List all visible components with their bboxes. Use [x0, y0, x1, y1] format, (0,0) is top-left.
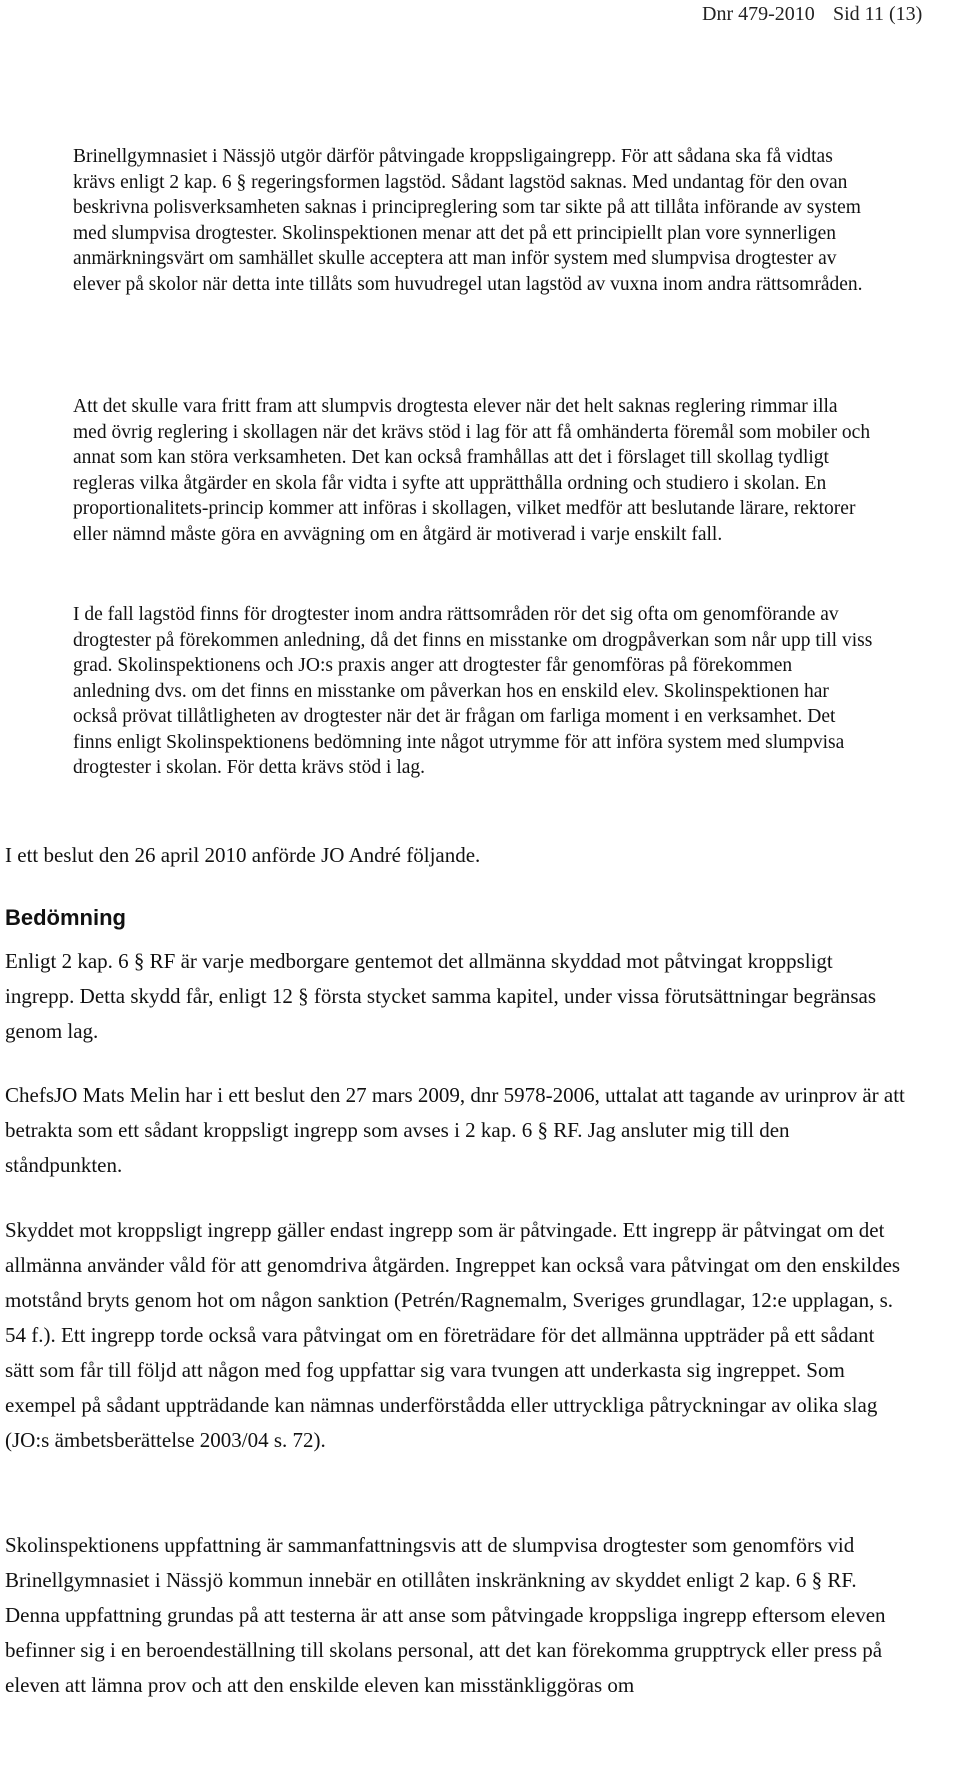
body-paragraph-text: Skolinspektionens uppfattning är sammanfattningsvis att de slumpvisa drogtester som genomförs vid Brinellgymnasiet i Nässjö kommun innebär en otillåten inskränkning av skyddet enligt 2 kap. 6 § RF. Denna uppfattning grundas på att testerna är att anse som påtvingade kroppsliga ingrepp eftersom eleven befinner sig i en beroendeställning till skolans personal, att det kan förekomma grupptryck eller press på eleven att lämna prov och att den enskilde eleven kan misstänkliggöras om — [5, 1533, 886, 1697]
body-paragraph-text: ChefsJO Mats Melin har i ett beslut den 27 mars 2009, dnr 5978-2006, uttalat att tagande av urinprov är att betrakta som ett sådant kroppsligt ingrepp som avses i 2 kap. 6 § RF. Jag ansluter mig till den ståndpunkten. — [5, 1083, 905, 1177]
intro-text: I ett beslut den 26 april 2010 anförde JO André följande. — [5, 843, 481, 867]
body-paragraph-2 — [5, 1078, 905, 1183]
body-paragraph-3 — [5, 1213, 905, 1458]
quote-block — [73, 602, 873, 781]
quote-paragraph-1: Brinellgymnasiet i Nässjö utgör därför påtvingade kroppsligaingrepp. För att sådana ska få vidtas krävs enligt 2 kap. 6 § regeringsformen lagstöd. Sådant lagstöd saknas. Med undantag för den ovan beskrivna polisverksamheten saknas i principreglering som tar sikte på att tillåta införande av system med slumpvisa drogtester. Skolinspektionen menar att det på ett principiellt plan vore synnerligen anmärkningsvärt om samhället skulle acceptera att man inför system med slumpvisa drogtester av elever på skolor när detta inte tillåts som huvudregel utan lagstöd av vuxna inom andra rättsområden. — [73, 146, 863, 295]
body-paragraph-1 — [5, 944, 905, 1049]
quote-paragraph-2: Att det skulle vara fritt fram att slumpvis drogtesta elever när det helt saknas reglering rimmar illa med övrig reglering i skollagen när det krävs stöd i lag för att få omhänderta föremål som mobiler och annat som kan störa verksamheten. Det kan också framhållas att det i förslaget till skollag tydligt regleras vilka åtgärder en skola får vidta i syfte att upprätthålla ordning och studiero i skolan. En proportionalitets-princip kommer att införas i skollagen, vilket medför att beslutande lärare, rektorer eller nämnd måste göra en avvägning om en åtgärd är motiverad i varje enskilt fall. — [73, 396, 871, 545]
intro-sentence — [5, 839, 905, 871]
page-number: Sid 11 (13) — [833, 3, 923, 25]
quote-block — [73, 394, 873, 547]
quote-block — [73, 144, 873, 297]
section-heading: Bedömning — [5, 905, 126, 930]
quote-paragraph-3: I de fall lagstöd finns för drogtester inom andra rättsområden rör det sig ofta om genomförande av drogtester på förekommen anledning, då det finns en misstanke om drogpåverkan som når upp till viss grad. Skolinspektionens och JO:s praxis anger att drogtester får genomföras på förekommen anledning dvs. om det finns en misstanke om påverkan hos en enskild elev. Skolinspektionen har också prövat tillåtligheten av drogtester när det är frågan om farliga moment i en verksamhet. Det finns enligt Skolinspektionens bedömning inte något utrymme för att införa system med slumpvisa drogtester i skolan. För detta krävs stöd i lag. — [73, 604, 873, 778]
document-reference-number: Dnr 479-2010 — [702, 3, 815, 25]
body-paragraph-4 — [5, 1528, 905, 1703]
body-paragraph-text: Skyddet mot kroppsligt ingrepp gäller endast ingrepp som är påtvingade. Ett ingrepp är påtvingat om det allmänna använder våld för att genomdriva åtgärden. Ingreppet kan också vara påtvingat om den enskildes motstånd bryts genom hot om någon sanktion (Petrén/Ragnemalm, Sveriges grundlagar, 12:e upplagan, s. 54 f.). Ett ingrepp torde också vara påtvingat om en företrädare för det allmänna uppträder på ett sådant sätt som får till följd att någon med fog uppfattar sig vara tvungen att underkasta sig ingreppet. Som exempel på sådant uppträdande kan nämnas underförstådda eller uttryckliga påtryckningar av olika slag (JO:s ämbetsberättelse 2003/04 s. 72). — [5, 1218, 901, 1452]
body-paragraph-text: Enligt 2 kap. 6 § RF är varje medborgare gentemot det allmänna skyddad mot påtvingat kroppsligt ingrepp. Detta skydd får, enligt 12 § första stycket samma kapitel, under vissa förutsättningar begränsas genom lag. — [5, 949, 877, 1043]
